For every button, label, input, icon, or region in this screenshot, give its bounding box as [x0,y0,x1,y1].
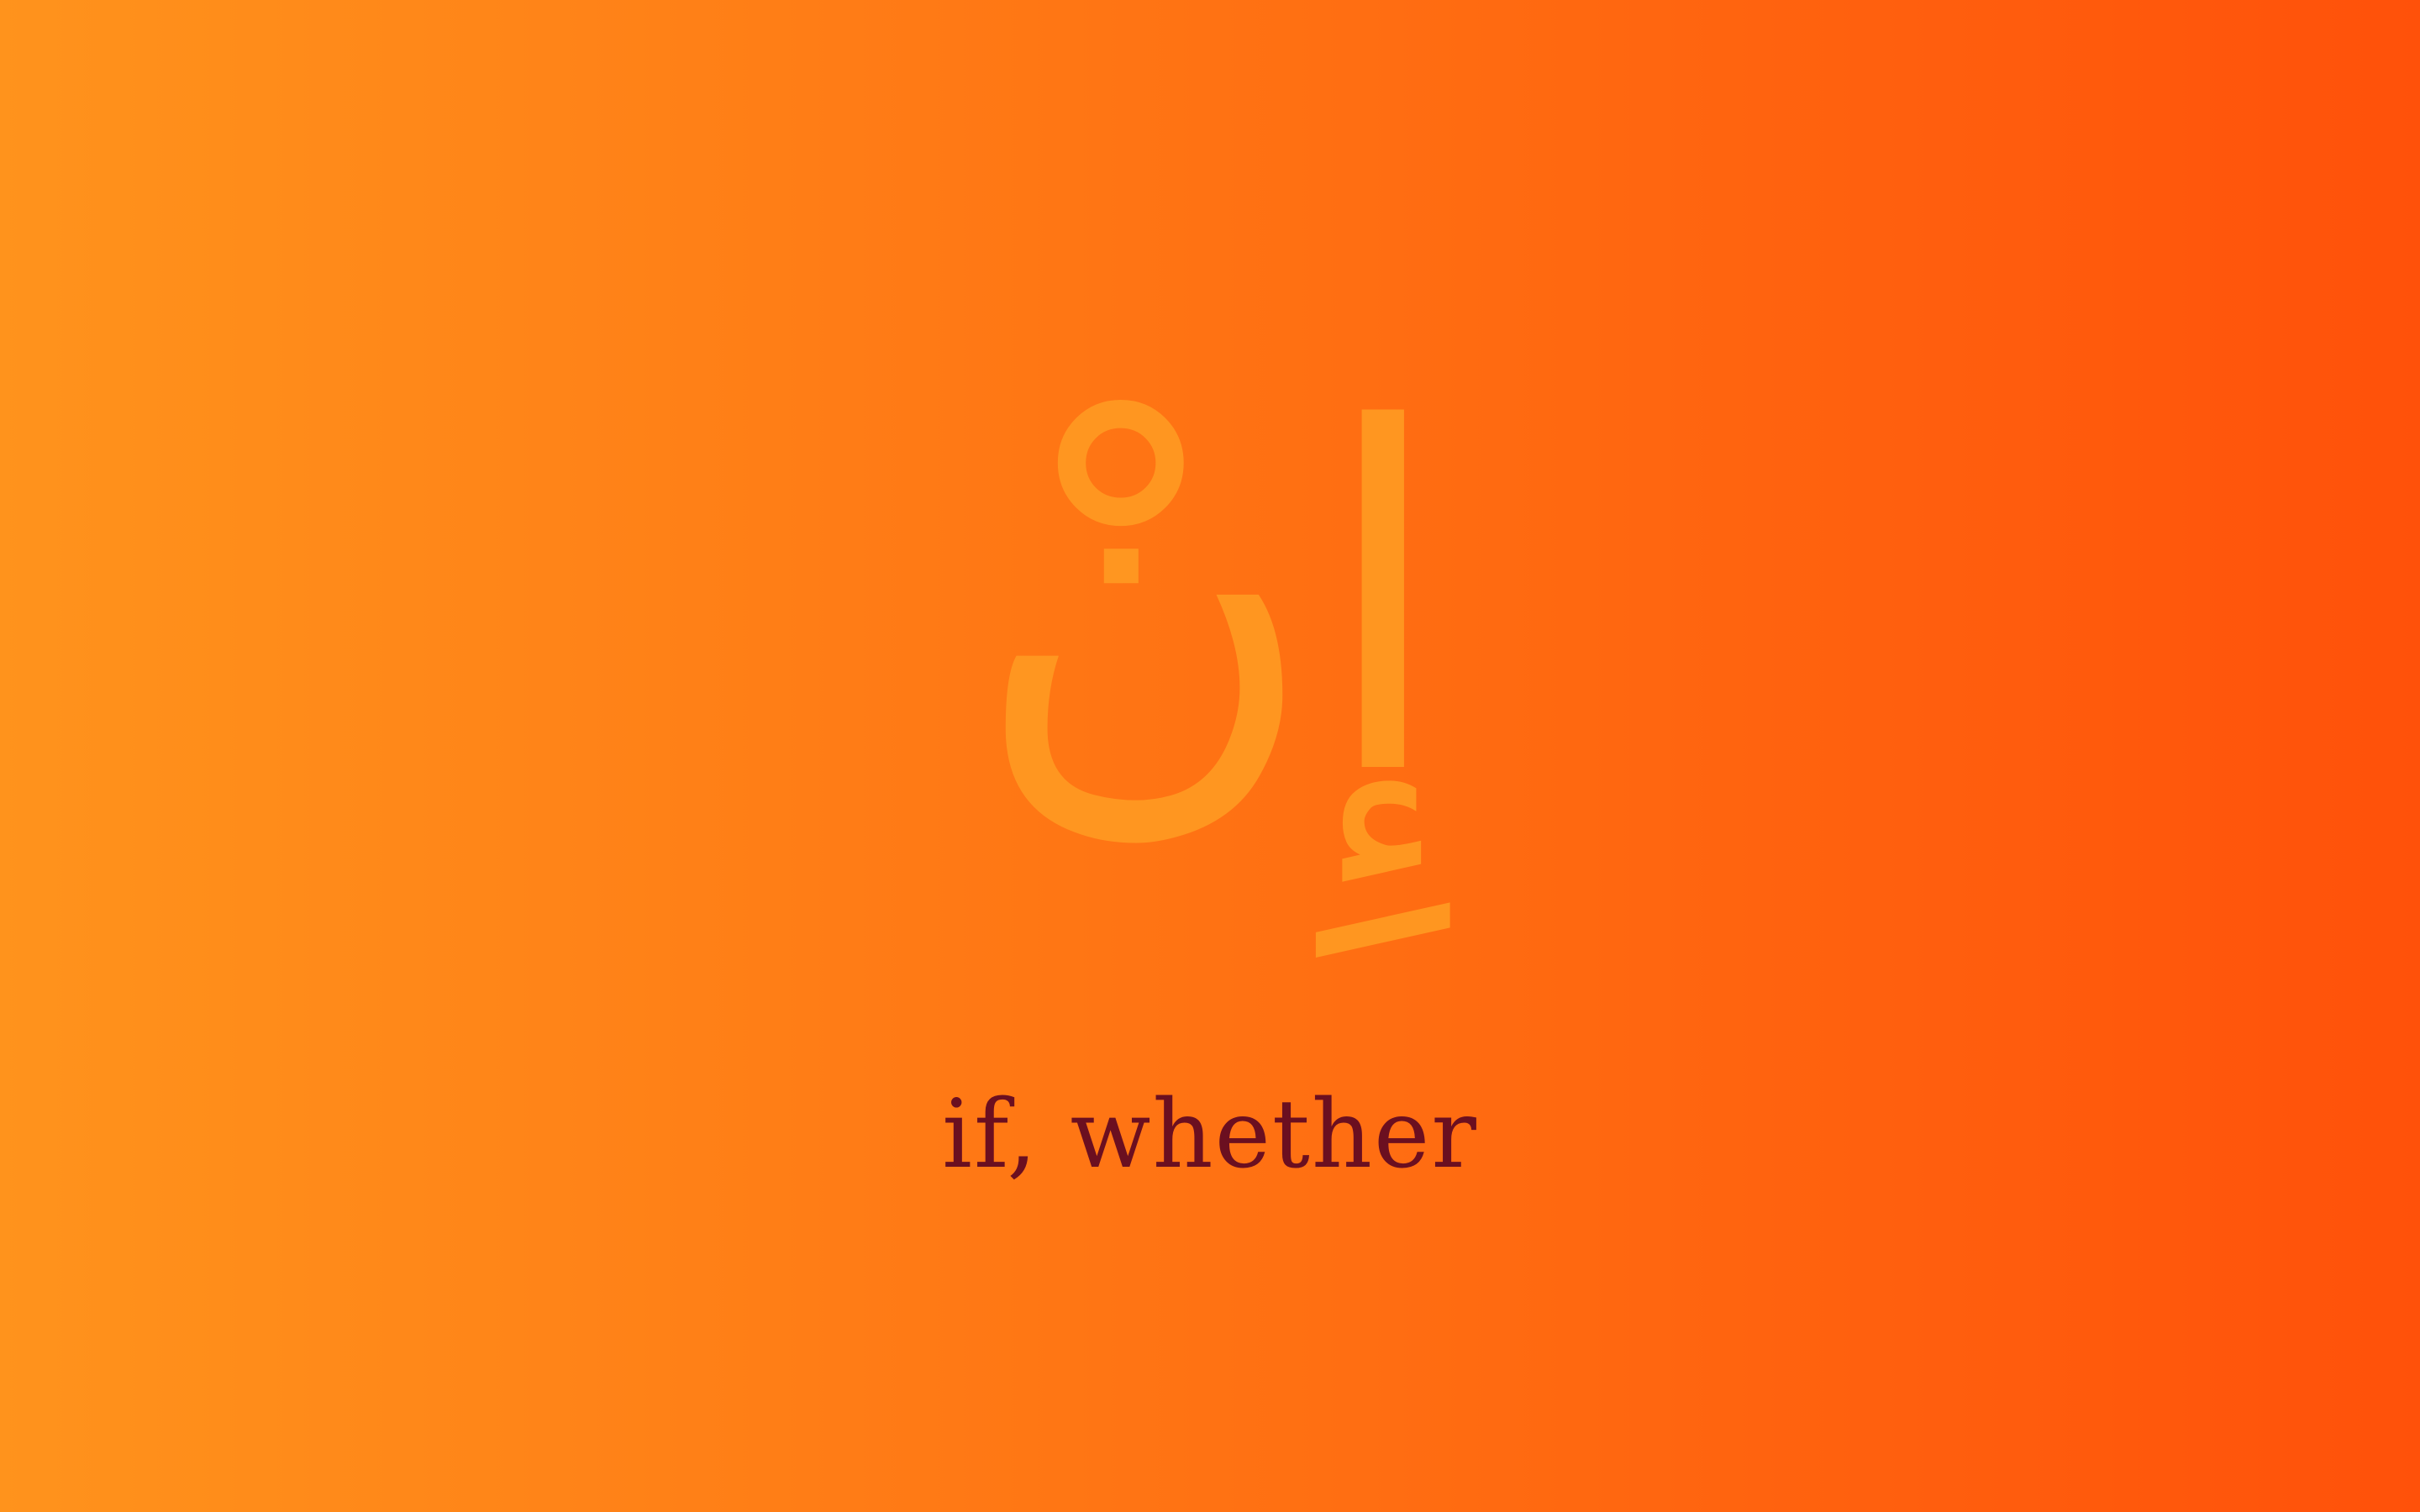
arabic-word: إِنْ [971,331,1449,879]
translation-text: if, whether [942,1080,1478,1189]
